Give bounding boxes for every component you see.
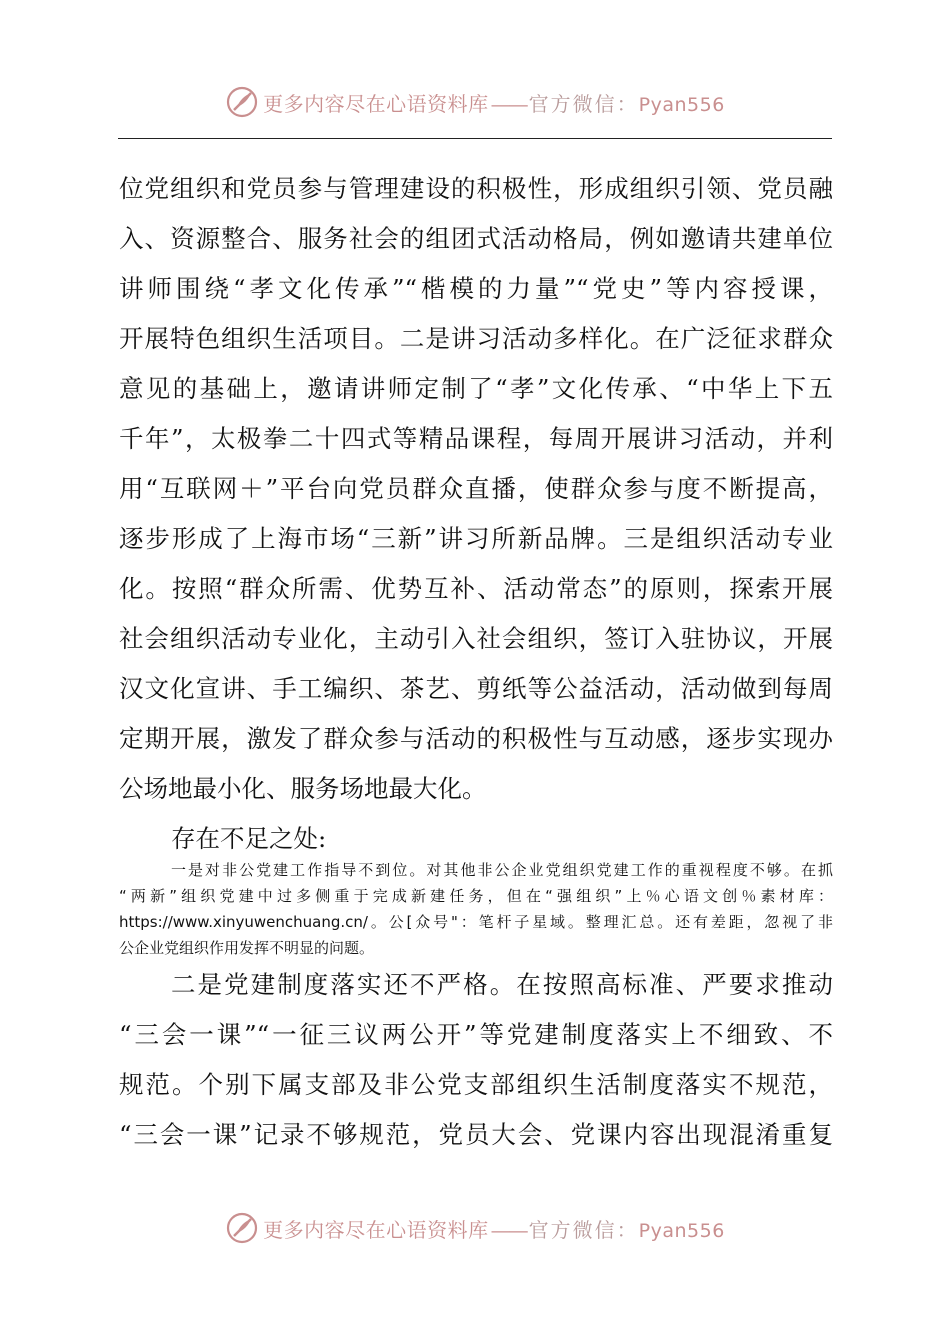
- small-paragraph: [119, 857, 833, 961]
- body-line: 定期开展，激发了群众参与活动的积极性与互动感，逐步实现办: [119, 724, 833, 753]
- small-line: “两新”组织党建中过多侧重于完成新建任务，但在“强组织”上％心语文创％素材库：: [119, 887, 833, 905]
- header-wechat: 官方微信：: [528, 91, 639, 116]
- body-line: 化。按照“群众所需、优势互补、活动常态”的原则，探索开展: [119, 574, 833, 603]
- body-line: 意见的基础上，邀请讲师定制了“孝”文化传承、“中华上下五: [119, 374, 833, 403]
- footer-wechat-id: Pyan556: [638, 1219, 725, 1242]
- header-label: 更多内容尽在心语资料库: [263, 91, 489, 116]
- body-line: 千年”，太极拳二十四式等精品课程，每周开展讲习活动，并利: [119, 424, 833, 453]
- header-dash: ——: [490, 91, 527, 116]
- body-line: 社会组织活动专业化，主动引入社会组织，签订入驻协议，开展: [119, 624, 833, 653]
- body-line: “三会一课”“一征三议两公开”等党建制度落实上不细致、不: [119, 1020, 833, 1049]
- tail-paragraph: [119, 960, 833, 1160]
- footer-label: 更多内容尽在心语资料库: [263, 1217, 489, 1242]
- body-line: 规范。个别下属支部及非公党支部组织生活制度落实不规范，: [119, 1070, 833, 1099]
- body-line: 讲师围绕“孝文化传承”“楷模的力量”“党史”等内容授课，: [119, 274, 833, 303]
- body-paragraph: [119, 164, 833, 864]
- body-line: 汉文化宣讲、手工编织、茶艺、剪纸等公益活动，活动做到每周: [119, 674, 833, 703]
- body-line: 公场地最小化、服务场地最大化。: [119, 774, 487, 803]
- footer-wechat: 官方微信：: [528, 1217, 639, 1242]
- header-banner: [0, 82, 950, 122]
- small-line: https://www.xinyuwenchuang.cn/。公[众号"：笔杆子星域。整理汇总。还有差距，忽视了非: [119, 913, 833, 931]
- small-line: 公企业党组织作用发挥不明显的问题。: [119, 939, 375, 957]
- body-line: 逐步形成了上海市场“三新”讲习所新品牌。三是组织活动专业: [119, 524, 833, 553]
- quill-logo-icon: [225, 85, 259, 119]
- small-line: 一是对非公党建工作指导不到位。对其他非公企业党组织党建工作的重视程度不够。在抓: [171, 861, 833, 879]
- header-rule: [118, 138, 832, 139]
- body-line: 用“互联网＋”平台向党员群众直播，使群众参与度不断提高，: [119, 474, 833, 503]
- body-line: 开展特色组织生活项目。二是讲习活动多样化。在广泛征求群众: [119, 324, 833, 353]
- body-line: “三会一课”记录不够规范，党员大会、党课内容出现混淆重复: [119, 1120, 833, 1149]
- quill-logo-icon: [225, 1211, 259, 1245]
- body-line: 入、资源整合、服务社会的组团式活动格局，例如邀请共建单位: [119, 224, 833, 253]
- header-wechat-id: Pyan556: [638, 93, 725, 116]
- section-heading: 存在不足之处:: [171, 824, 327, 853]
- footer-banner-text: [263, 1214, 725, 1243]
- footer-dash: ——: [490, 1217, 527, 1242]
- body-line: 位党组织和党员参与管理建设的积极性，形成组织引领、党员融: [119, 174, 833, 203]
- body-line: 二是党建制度落实还不严格。在按照高标准、严要求推动: [171, 970, 833, 999]
- footer-banner: [0, 1208, 950, 1248]
- header-banner-text: [263, 88, 725, 117]
